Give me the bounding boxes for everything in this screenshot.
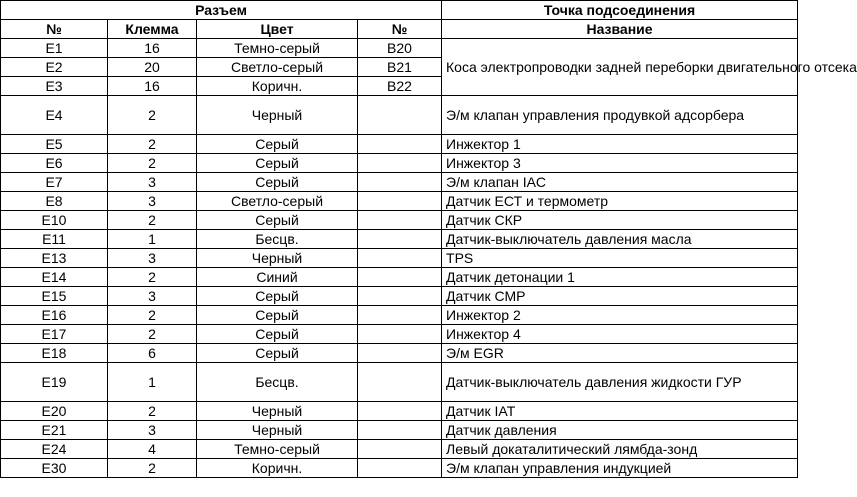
- table-row: [1, 173, 798, 192]
- table-row: [1, 440, 798, 459]
- table-row: [1, 249, 798, 268]
- cell-name: Э/м клапан IAC: [442, 173, 798, 192]
- cell-terminal: 2: [108, 211, 197, 230]
- cell-num: E15: [1, 287, 108, 306]
- header-num2: №: [358, 20, 442, 39]
- cell-num: E10: [1, 211, 108, 230]
- cell-color: Серый: [197, 135, 358, 154]
- cell-color: Черный: [197, 96, 358, 135]
- cell-terminal: 3: [108, 249, 197, 268]
- cell-color: Черный: [197, 249, 358, 268]
- cell-terminal: 2: [108, 154, 197, 173]
- cell-num2: B21: [358, 58, 442, 77]
- cell-terminal: 16: [108, 77, 197, 96]
- table-row: [1, 287, 798, 306]
- cell-name: Левый докаталитический лямбда-зонд: [442, 440, 798, 459]
- cell-name-merged: Коса электропроводки задней переборки двигательного отсека: [442, 39, 798, 96]
- cell-num2: B22: [358, 77, 442, 96]
- cell-num2: [358, 421, 442, 440]
- cell-name: Датчик ЕСТ и термометр: [442, 192, 798, 211]
- cell-terminal: 1: [108, 363, 197, 402]
- cell-name: TPS: [442, 249, 798, 268]
- cell-terminal: 2: [108, 96, 197, 135]
- cell-name: Датчик детонации 1: [442, 268, 798, 287]
- header-name: Название: [442, 20, 798, 39]
- cell-num: E14: [1, 268, 108, 287]
- cell-num2: [358, 459, 442, 478]
- cell-num2: [358, 268, 442, 287]
- table-row: [1, 39, 798, 58]
- cell-color: Серый: [197, 154, 358, 173]
- cell-color: Синий: [197, 268, 358, 287]
- cell-num2: [358, 306, 442, 325]
- cell-terminal: 6: [108, 344, 197, 363]
- cell-name: Датчик IAT: [442, 402, 798, 421]
- cell-terminal: 1: [108, 230, 197, 249]
- cell-num: E18: [1, 344, 108, 363]
- cell-num2: [358, 344, 442, 363]
- cell-num: E24: [1, 440, 108, 459]
- cell-terminal: 3: [108, 173, 197, 192]
- cell-name: Датчик-выключатель давления масла: [442, 230, 798, 249]
- table-row: [1, 306, 798, 325]
- cell-name: Инжектор 1: [442, 135, 798, 154]
- cell-num2: [358, 402, 442, 421]
- cell-num2: [358, 440, 442, 459]
- cell-num: E30: [1, 459, 108, 478]
- cell-num2: [358, 192, 442, 211]
- cell-name: Датчик СКР: [442, 211, 798, 230]
- table-row: [1, 402, 798, 421]
- cell-name: Датчик давления: [442, 421, 798, 440]
- cell-num: E20: [1, 402, 108, 421]
- cell-terminal: 3: [108, 287, 197, 306]
- cell-num2: [358, 154, 442, 173]
- cell-num: E1: [1, 39, 108, 58]
- cell-color: Черный: [197, 402, 358, 421]
- table-row: [1, 154, 798, 173]
- cell-terminal: 2: [108, 268, 197, 287]
- table-row: [1, 344, 798, 363]
- cell-num: E19: [1, 363, 108, 402]
- header-connection-group: Точка подсоединения: [442, 1, 798, 20]
- cell-num: E13: [1, 249, 108, 268]
- cell-num2: [358, 173, 442, 192]
- cell-num: E2: [1, 58, 108, 77]
- cell-num: E6: [1, 154, 108, 173]
- table-row: [1, 363, 798, 402]
- table-row: [1, 192, 798, 211]
- cell-color: Серый: [197, 325, 358, 344]
- cell-terminal: 2: [108, 135, 197, 154]
- header-num: №: [1, 20, 108, 39]
- cell-num: E11: [1, 230, 108, 249]
- cell-color: Светло-серый: [197, 58, 358, 77]
- table-row: [1, 268, 798, 287]
- cell-terminal: 2: [108, 306, 197, 325]
- cell-terminal: 20: [108, 58, 197, 77]
- cell-color: Светло-серый: [197, 192, 358, 211]
- header-color: Цвет: [197, 20, 358, 39]
- cell-color: Черный: [197, 421, 358, 440]
- cell-terminal: 4: [108, 440, 197, 459]
- table-row: [1, 325, 798, 344]
- cell-name: Инжектор 2: [442, 306, 798, 325]
- cell-color: Бесцв.: [197, 363, 358, 402]
- cell-color: Серый: [197, 173, 358, 192]
- cell-color: Коричн.: [197, 459, 358, 478]
- cell-num: E3: [1, 77, 108, 96]
- cell-terminal: 3: [108, 421, 197, 440]
- cell-name: Э/м клапан управления индукцией: [442, 459, 798, 478]
- cell-name: Датчик-выключатель давления жидкости ГУР: [442, 363, 798, 402]
- header-connector-group: Разъем: [1, 1, 442, 20]
- table-row: [1, 135, 798, 154]
- table-row: [1, 459, 798, 478]
- cell-name: Э/м EGR: [442, 344, 798, 363]
- cell-color: Темно-серый: [197, 440, 358, 459]
- cell-name: Инжектор 3: [442, 154, 798, 173]
- cell-num2: [358, 249, 442, 268]
- cell-terminal: 16: [108, 39, 197, 58]
- cell-num: E4: [1, 96, 108, 135]
- cell-terminal: 2: [108, 402, 197, 421]
- table-row: [1, 211, 798, 230]
- cell-num: E7: [1, 173, 108, 192]
- header-terminal: Клемма: [108, 20, 197, 39]
- cell-terminal: 2: [108, 459, 197, 478]
- cell-color: Темно-серый: [197, 39, 358, 58]
- cell-num2: [358, 96, 442, 135]
- cell-name: Инжектор 4: [442, 325, 798, 344]
- cell-color: Серый: [197, 211, 358, 230]
- cell-num2: [358, 230, 442, 249]
- cell-color: Серый: [197, 287, 358, 306]
- cell-color: Серый: [197, 306, 358, 325]
- cell-terminal: 3: [108, 192, 197, 211]
- cell-name: Э/м клапан управления продувкой адсорбера: [442, 96, 798, 135]
- table-row: [1, 230, 798, 249]
- cell-num2: B20: [358, 39, 442, 58]
- cell-name: Датчик СМР: [442, 287, 798, 306]
- cell-num: E16: [1, 306, 108, 325]
- cell-terminal: 2: [108, 325, 197, 344]
- cell-num: E5: [1, 135, 108, 154]
- table-row: [1, 96, 798, 135]
- cell-num2: [358, 363, 442, 402]
- cell-num: E8: [1, 192, 108, 211]
- table-row: [1, 421, 798, 440]
- cell-num2: [358, 325, 442, 344]
- cell-color: Серый: [197, 344, 358, 363]
- cell-color: Бесцв.: [197, 230, 358, 249]
- cell-num: E21: [1, 421, 108, 440]
- cell-num: E17: [1, 325, 108, 344]
- cell-num2: [358, 287, 442, 306]
- cell-color: Коричн.: [197, 77, 358, 96]
- cell-num2: [358, 211, 442, 230]
- cell-num2: [358, 135, 442, 154]
